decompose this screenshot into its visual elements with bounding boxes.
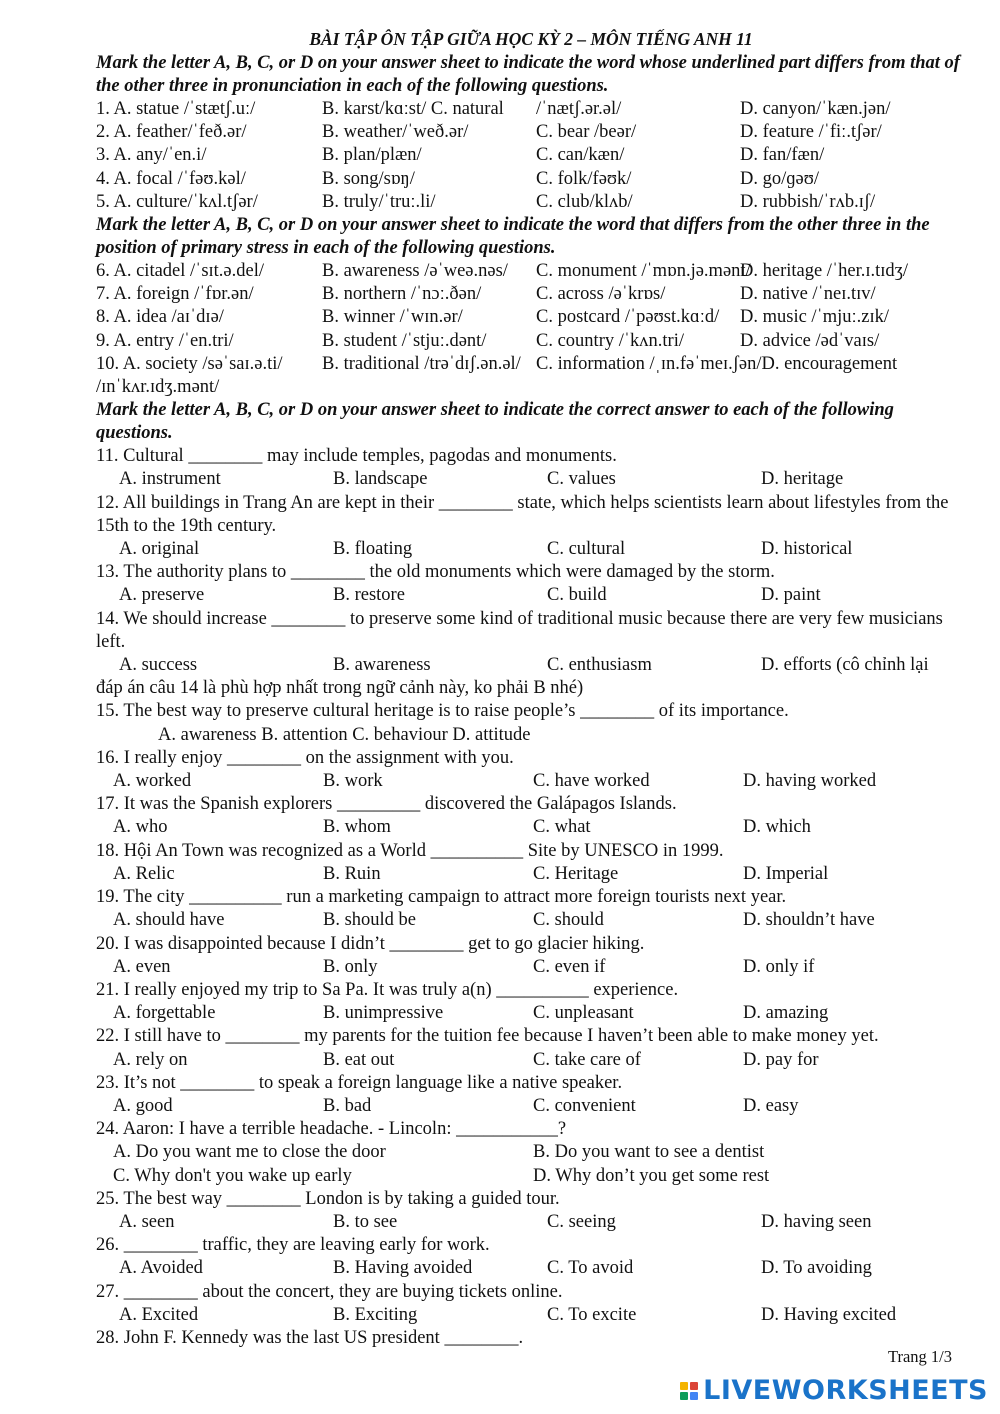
option-d: D. To avoiding [761, 1258, 872, 1279]
option-b: B. work [323, 771, 383, 792]
option-a: A. original [119, 539, 200, 560]
option: C. club/klʌb/ [536, 191, 633, 212]
option-b: B. to see [333, 1211, 398, 1232]
instruction-correct-answer: Mark the letter A, B, C, or D on your answer sheet to indicate the correct answer to each of the following questions. [96, 400, 894, 444]
option-d: D. easy [743, 1095, 799, 1116]
option-c: C. build [547, 585, 607, 606]
option-c: C. have worked [533, 771, 650, 792]
option: 10. A. society /səˈsaɪ.ə.ti/ [96, 353, 283, 374]
option: B. song/sɒŋ/ [322, 168, 415, 189]
option-c: C. seeing [547, 1211, 616, 1232]
option: 3. A. any/ˈen.i/ [96, 145, 207, 166]
logo-text: LIVEWORKSHEETS [703, 1375, 988, 1406]
question-row [96, 283, 966, 306]
answer-options [96, 770, 966, 793]
option-b: B. floating [333, 539, 413, 560]
option: B. traditional /trəˈdɪʃ.ən.əl/ [322, 353, 521, 374]
answer-options [96, 909, 966, 932]
option: 9. A. entry /ˈen.tri/ [96, 330, 234, 351]
option: B. karst/kɑːst/ C. natural [322, 99, 504, 119]
option-d: D. heritage [761, 469, 844, 490]
option: C. monument /ˈmɒn.jə.mənt/ [536, 261, 751, 282]
question-row [96, 121, 966, 144]
option: D. rubbish/ˈrʌb.ɪʃ/ [740, 191, 876, 212]
question-stem: 15. The best way to preserve cultural heritage is to raise people’s ________ of its importance. [96, 701, 789, 722]
option: B. student /ˈstjuː.dənt/ [322, 330, 487, 351]
option: 8. A. idea /aɪˈdɪə/ [96, 307, 224, 328]
option-d: D. amazing [743, 1003, 829, 1024]
option: 5. A. culture/ˈkʌl.tʃər/ [96, 191, 258, 212]
option: B. awareness /əˈweə.nəs/ [322, 261, 508, 282]
option-d: D. Imperial [743, 863, 829, 884]
option-c: C. Why don't you wake up early [113, 1165, 352, 1186]
instruction-pronunciation: Mark the letter A, B, C, or D on your answer sheet to indicate the word whose underlined part differs from that of the other three in pronunciation in each of the following questions. [96, 53, 960, 96]
question-row [96, 306, 966, 329]
question-stem: 18. Hội An Town was recognized as a World __________ Site by UNESCO in 1999. [96, 840, 724, 861]
answer-options [96, 654, 966, 677]
question-stem: 21. I really enjoyed my trip to Sa Pa. It was truly a(n) __________ experience. [96, 979, 679, 1000]
answer-options [96, 1141, 966, 1187]
option-c: C. values [547, 469, 616, 490]
question-stem: 13. The authority plans to ________ the old monuments which were damaged by the storm. [96, 562, 775, 583]
question-row [96, 353, 966, 376]
option-a: A. instrument [119, 469, 221, 490]
question-row [96, 191, 966, 214]
instruction-stress: Mark the letter A, B, C, or D on your answer sheet to indicate the word that differs from the other three in the position of primary stress in each of the following questions. [96, 215, 930, 259]
option-b: B. Do you want to see a dentist [533, 1142, 765, 1163]
option: C. country /ˈkʌn.tri/ [536, 330, 684, 351]
question-row [96, 260, 966, 283]
option: 6. A. citadel /ˈsɪt.ə.del/ [96, 261, 264, 282]
option-a: A. success [119, 655, 198, 676]
question-stem: 25. The best way ________ London is by taking a guided tour. [96, 1188, 560, 1209]
option-c: C. To excite [547, 1304, 637, 1325]
page-number: Trang 1/3 [887, 1347, 952, 1366]
option: D. feature /ˈfiː.tʃər/ [740, 122, 882, 143]
option-a: A. forgettable [113, 1003, 216, 1024]
option-b: B. Having avoided [333, 1258, 473, 1279]
option-a: A. worked [113, 771, 192, 792]
option-d: D. Why don’t you get some rest [533, 1165, 770, 1186]
question-stem: 28. John F. Kennedy was the last US president ________. [96, 1327, 524, 1348]
logo-icon [680, 1382, 698, 1400]
option: C. postcard /ˈpəʊst.kɑːd/ [536, 307, 720, 328]
option: 4. A. focal /ˈfəʊ.kəl/ [96, 168, 246, 189]
option-b: B. restore [333, 585, 405, 606]
option: D. canyon/ˈkæn.jən/ [740, 99, 891, 119]
answer-options [96, 1095, 966, 1118]
answer-options [96, 1049, 966, 1072]
option-a: A. who [113, 817, 168, 838]
question-stem: 22. I still have to ________ my parents for the tuition fee because I haven’t been able to make money yet. [96, 1026, 879, 1047]
question-row [96, 144, 966, 167]
option-d: D. having seen [761, 1211, 872, 1232]
option: B. plan/plæn/ [322, 145, 422, 166]
option: D. go/ɡəʊ/ [740, 168, 820, 189]
question-stem: 12. All buildings in Trang An are kept in their ________ state, which helps scientists learn about lifestyles from the 15th to the 19th century. [96, 492, 949, 536]
option: D. music /ˈmjuː.zɪk/ [740, 307, 890, 328]
option: C. folk/fəʊk/ [536, 168, 632, 189]
option-b: B. awareness [333, 655, 431, 676]
option-d: D. pay for [743, 1049, 819, 1070]
answer-options [96, 863, 966, 886]
option: D. heritage /ˈher.ɪ.tɪdʒ/ [740, 261, 908, 282]
option-d: D. Having excited [761, 1304, 897, 1325]
option-a: A. even [113, 956, 171, 977]
question-stem: 19. The city __________ run a marketing campaign to attract more foreign tourists next year. [96, 887, 787, 908]
option: C. across /əˈkrɒs/ [536, 284, 666, 305]
option-c: C. enthusiasm [547, 655, 652, 676]
option-b: B. eat out [323, 1049, 395, 1070]
question-stem: 17. It was the Spanish explorers _________ discovered the Galápagos Islands. [96, 794, 677, 815]
option-c: C. what [533, 817, 591, 838]
option-a: A. good [113, 1095, 173, 1116]
option: D. advice /ədˈvaɪs/ [740, 330, 880, 351]
question-stem: 16. I really enjoy ________ on the assignment with you. [96, 747, 514, 768]
option-c: C. To avoid [547, 1258, 634, 1279]
option-d: D. historical [761, 539, 853, 560]
option-c: C. Heritage [533, 863, 619, 884]
question-stem: 14. We should increase ________ to preserve some kind of traditional music because there are very few musicians left. [96, 608, 943, 652]
option-d: D. which [743, 817, 811, 838]
option-c: C. cultural [547, 539, 626, 560]
option: D. fan/fæn/ [740, 145, 825, 166]
page-title: BÀI TẬP ÔN TẬP GIỮA HỌC KỲ 2 – MÔN TIẾNG ANH 11 [309, 29, 753, 49]
answer-options [96, 956, 966, 979]
option: B. northern /ˈnɔː.ðən/ [322, 284, 482, 305]
option-a: A. should have [113, 910, 225, 931]
option-d: D. having worked [743, 771, 877, 792]
answer-options [96, 1257, 966, 1280]
question-stem: 26. ________ traffic, they are leaving early for work. [96, 1235, 490, 1256]
option: 2. A. feather/ˈfeð.ər/ [96, 122, 247, 143]
teacher-note: đáp án câu 14 là phù hợp nhất trong ngữ cảnh này, ko phải B nhé) [96, 678, 584, 699]
option-b: B. whom [323, 817, 391, 838]
answer-options-inline: A. awareness B. attention C. behaviour D. attitude [158, 724, 531, 745]
question-stem: 27. ________ about the concert, they are buying tickets online. [96, 1281, 563, 1302]
option: B. winner /ˈwɪn.ər/ [322, 307, 463, 328]
option-b: B. Ruin [323, 863, 381, 884]
option-b: B. unimpressive [323, 1003, 444, 1024]
option-a: A. preserve [119, 585, 205, 606]
question-row [96, 330, 966, 353]
answer-options [96, 1211, 966, 1234]
option-c: C. even if [533, 956, 606, 977]
option-a: A. Avoided [119, 1258, 203, 1279]
answer-options [96, 468, 966, 491]
option-b: B. bad [323, 1095, 372, 1116]
option-b: B. landscape [333, 469, 428, 490]
answer-options [96, 816, 966, 839]
option: B. weather/ˈweð.ər/ [322, 122, 469, 143]
question-stem: 23. It’s not ________ to speak a foreign language like a native speaker. [96, 1072, 623, 1093]
option-d: D. shouldn’t have [743, 910, 875, 931]
option-b: B. should be [323, 910, 417, 931]
answer-options [96, 1002, 966, 1025]
option-b: B. only [323, 956, 378, 977]
option-c: C. take care of [533, 1049, 641, 1070]
question-stem: 24. Aaron: I have a terrible headache. - Lincoln: ___________? [96, 1119, 567, 1140]
liveworksheets-logo [680, 1375, 988, 1406]
option: 1. A. statue /ˈstætʃ.uː/ [96, 99, 256, 119]
option-d: D. paint [761, 585, 821, 606]
option: C. bear /beər/ [536, 122, 637, 143]
option-a: A. Excited [119, 1304, 199, 1325]
option: C. information /ˌɪn.fəˈmeɪ.ʃən/D. encouragement [536, 353, 898, 374]
option: D. native /ˈneɪ.tɪv/ [740, 284, 876, 305]
option: B. truly/ˈtruː.li/ [322, 191, 436, 212]
question-stem: 11. Cultural ________ may include temples, pagodas and monuments. [96, 446, 617, 467]
option-a: A. rely on [113, 1049, 188, 1070]
option-c: C. unpleasant [533, 1003, 634, 1024]
option: 7. A. foreign /ˈfɒr.ən/ [96, 284, 254, 305]
option-a: A. Relic [113, 863, 175, 884]
answer-options [96, 538, 966, 561]
question-row [96, 98, 966, 121]
worksheet-page [96, 28, 966, 1350]
option-d: D. only if [743, 956, 815, 977]
option: /ˈnætʃ.ər.əl/ [536, 99, 622, 119]
option: C. can/kæn/ [536, 145, 625, 166]
question-continuation: /ɪnˈkʌr.ɪdʒ.mənt/ [96, 377, 220, 398]
option-a: A. seen [119, 1211, 175, 1232]
question-stem: 20. I was disappointed because I didn’t ________ get to go glacier hiking. [96, 933, 645, 954]
option-b: B. Exciting [333, 1304, 418, 1325]
option-c: C. convenient [533, 1095, 636, 1116]
answer-options [96, 1304, 966, 1327]
option-d: D. efforts (cô chỉnh lại [761, 655, 929, 676]
option-a: A. Do you want me to close the door [113, 1142, 386, 1163]
question-row [96, 168, 966, 191]
answer-options [96, 584, 966, 607]
option-c: C. should [533, 910, 604, 931]
